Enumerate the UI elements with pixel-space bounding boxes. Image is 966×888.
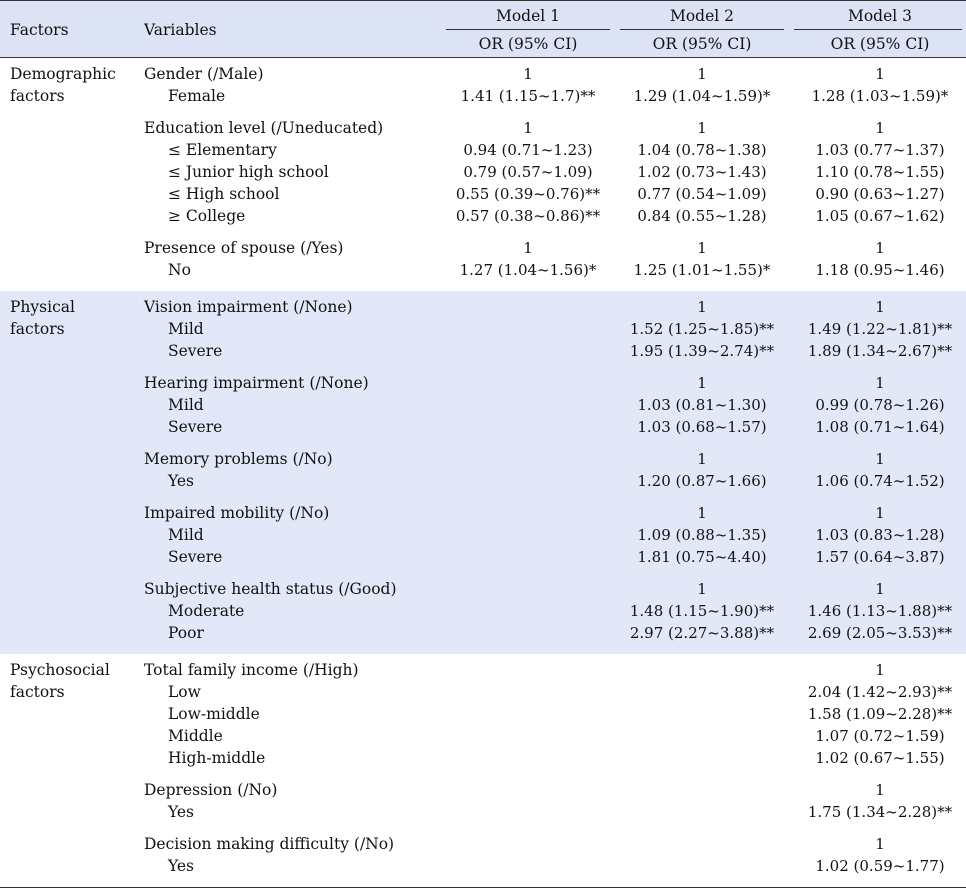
header-or-2: OR (95% CI)	[652, 35, 752, 53]
table-row	[0, 85, 966, 107]
table-row	[0, 703, 966, 725]
header-or-1: OR (95% CI)	[478, 35, 578, 53]
or-cell-m3: 1.18 (0.95~1.46)	[815, 261, 945, 279]
table-row	[0, 394, 966, 416]
or-cell-m2: 1	[697, 65, 707, 83]
variable-name: Presence of spouse (/Yes)	[144, 239, 344, 257]
table-row	[0, 747, 966, 769]
variable-block	[0, 372, 966, 448]
or-cell-m2: 1.25 (1.01~1.55)*	[633, 261, 771, 279]
variable-level: Yes	[168, 472, 195, 490]
variable-name: Gender (/Male)	[144, 65, 264, 83]
variable-level: ≥ College	[168, 207, 246, 225]
table-row	[0, 205, 966, 227]
header-rule-2	[620, 29, 784, 30]
variable-block	[0, 296, 966, 372]
or-cell-m2: 1.48 (1.15~1.90)**	[629, 602, 775, 620]
header-model-3: Model 3	[847, 7, 913, 25]
or-cell-m3: 1.58 (1.09~2.28)**	[807, 705, 953, 723]
variable-name: Impaired mobility (/No)	[144, 504, 330, 522]
variable-name: Depression (/No)	[144, 781, 278, 799]
table-row	[0, 139, 966, 161]
or-cell-m3: 1.46 (1.13~1.88)**	[807, 602, 953, 620]
or-cell-m2: 1	[697, 580, 707, 598]
or-cell-m3: 1.03 (0.83~1.28)	[815, 526, 945, 544]
table-row	[0, 801, 966, 823]
or-cell-m2: 1.03 (0.68~1.57)	[637, 418, 767, 436]
variable-level: High-middle	[168, 749, 266, 767]
or-cell-m3: 1	[875, 781, 885, 799]
factor-group	[0, 291, 966, 654]
variable-level: Yes	[168, 857, 195, 875]
variable-block	[0, 237, 966, 291]
table-row	[0, 448, 966, 470]
table-row	[0, 340, 966, 362]
or-cell-m3: 1.49 (1.22~1.81)**	[807, 320, 953, 338]
table-row	[0, 681, 966, 703]
or-cell-m3: 1	[875, 65, 885, 83]
table-row	[0, 524, 966, 546]
variable-block	[0, 117, 966, 237]
or-cell-m3: 0.90 (0.63~1.27)	[815, 185, 945, 203]
table-row	[0, 237, 966, 259]
table-row	[0, 318, 966, 340]
or-cell-m2: 1.29 (1.04~1.59)*	[633, 87, 771, 105]
or-cell-m3: 1.08 (0.71~1.64)	[815, 418, 945, 436]
factor-name-line: Demographic	[10, 65, 116, 83]
or-cell-m2: 1	[697, 298, 707, 316]
factor-name-line: Psychosocial	[10, 661, 110, 679]
variable-block	[0, 833, 966, 887]
table-row	[0, 259, 966, 281]
or-cell-m1: 1.27 (1.04~1.56)*	[459, 261, 597, 279]
or-cell-m3: 1	[875, 661, 885, 679]
or-cell-m1: 1.41 (1.15~1.7)**	[460, 87, 596, 105]
or-cell-m1: 1	[523, 65, 533, 83]
or-cell-m1: 0.94 (0.71~1.23)	[463, 141, 593, 159]
variable-name: Hearing impairment (/None)	[144, 374, 369, 392]
or-cell-m3: 1	[875, 119, 885, 137]
header-variables: Variables	[144, 21, 217, 39]
or-cell-m3: 1.10 (0.78~1.55)	[815, 163, 945, 181]
variable-name: Decision making difficulty (/No)	[144, 835, 395, 853]
factor-group	[0, 58, 966, 291]
variable-name: Total family income (/High)	[144, 661, 359, 679]
variable-name: Subjective health status (/Good)	[144, 580, 397, 598]
table-row	[0, 372, 966, 394]
table-row	[0, 855, 966, 877]
variable-level: ≤ High school	[168, 185, 280, 203]
or-cell-m3: 1.02 (0.59~1.77)	[815, 857, 945, 875]
table-row	[0, 63, 966, 85]
table-row	[0, 470, 966, 492]
or-cell-m3: 1.28 (1.03~1.59)*	[811, 87, 949, 105]
header-factors: Factors	[10, 21, 69, 39]
header-rule-3	[794, 29, 962, 30]
or-cell-m3: 1	[875, 450, 885, 468]
factor-name-line: factors	[10, 683, 65, 701]
or-cell-m2: 1	[697, 374, 707, 392]
or-cell-m3: 1	[875, 580, 885, 598]
variable-level: Mild	[168, 396, 204, 414]
or-cell-m3: 1.89 (1.34~2.67)**	[807, 342, 953, 360]
variable-level: Moderate	[168, 602, 245, 620]
or-cell-m3: 1	[875, 374, 885, 392]
or-cell-m1: 0.55 (0.39~0.76)**	[455, 185, 601, 203]
variable-level: No	[168, 261, 191, 279]
or-cell-m3: 1	[875, 298, 885, 316]
table-row	[0, 833, 966, 855]
or-cell-m3: 1	[875, 504, 885, 522]
variable-level: Female	[168, 87, 226, 105]
or-cell-m3: 2.69 (2.05~3.53)**	[807, 624, 953, 642]
table-row	[0, 578, 966, 600]
or-cell-m3: 1	[875, 835, 885, 853]
or-cell-m3: 1.02 (0.67~1.55)	[815, 749, 945, 767]
or-cell-m2: 1.09 (0.88~1.35)	[637, 526, 767, 544]
or-cell-m2: 1.20 (0.87~1.66)	[637, 472, 767, 490]
table-row	[0, 117, 966, 139]
table-row	[0, 546, 966, 568]
or-cell-m3: 1.06 (0.74~1.52)	[815, 472, 945, 490]
table-row	[0, 622, 966, 644]
or-cell-m2: 1.52 (1.25~1.85)**	[629, 320, 775, 338]
or-cell-m3: 1.07 (0.72~1.59)	[815, 727, 945, 745]
table-row	[0, 502, 966, 524]
variable-level: ≤ Junior high school	[168, 163, 329, 181]
or-cell-m1: 1	[523, 239, 533, 257]
table-row	[0, 659, 966, 681]
variable-level: Yes	[168, 803, 195, 821]
or-cell-m1: 0.79 (0.57~1.09)	[463, 163, 593, 181]
or-cell-m1: 1	[523, 119, 533, 137]
or-cell-m2: 1	[697, 504, 707, 522]
or-cell-m2: 1	[697, 450, 707, 468]
table-row	[0, 183, 966, 205]
table-header	[0, 0, 966, 58]
header-model-2: Model 2	[669, 7, 735, 25]
table-row	[0, 779, 966, 801]
factor-name-line: factors	[10, 87, 65, 105]
or-cell-m2: 2.97 (2.27~3.88)**	[629, 624, 775, 642]
variable-level: Middle	[168, 727, 223, 745]
variable-block	[0, 779, 966, 833]
variable-level: Severe	[168, 548, 223, 566]
or-cell-m2: 1.95 (1.39~2.74)**	[629, 342, 775, 360]
or-cell-m3: 0.99 (0.78~1.26)	[815, 396, 945, 414]
or-cell-m2: 0.84 (0.55~1.28)	[637, 207, 767, 225]
or-cell-m2: 0.77 (0.54~1.09)	[637, 185, 767, 203]
or-cell-m3: 1.05 (0.67~1.62)	[815, 207, 945, 225]
table-row	[0, 416, 966, 438]
variable-level: Low	[168, 683, 201, 701]
header-or-3: OR (95% CI)	[830, 35, 930, 53]
variable-block	[0, 659, 966, 779]
factor-group	[0, 654, 966, 888]
variable-block	[0, 502, 966, 578]
variable-level: Severe	[168, 418, 223, 436]
variable-block	[0, 63, 966, 117]
factor-name-line: factors	[10, 320, 65, 338]
variable-level: Severe	[168, 342, 223, 360]
or-cell-m2: 1.03 (0.81~1.30)	[637, 396, 767, 414]
factor-name-line: Physical	[10, 298, 75, 316]
or-cell-m2: 1	[697, 239, 707, 257]
or-cell-m3: 2.04 (1.42~2.93)**	[807, 683, 953, 701]
or-cell-m2: 1	[697, 119, 707, 137]
table-row	[0, 600, 966, 622]
variable-name: Memory problems (/No)	[144, 450, 333, 468]
table-row	[0, 725, 966, 747]
table-body	[0, 58, 966, 888]
variable-level: Poor	[168, 624, 204, 642]
variable-block	[0, 448, 966, 502]
variable-level: ≤ Elementary	[168, 141, 277, 159]
or-cell-m3: 1.75 (1.34~2.28)**	[807, 803, 953, 821]
header-model-1: Model 1	[495, 7, 561, 25]
or-cell-m1: 0.57 (0.38~0.86)**	[455, 207, 601, 225]
table-row	[0, 161, 966, 183]
variable-block	[0, 578, 966, 654]
variable-level: Mild	[168, 320, 204, 338]
or-cell-m3: 1	[875, 239, 885, 257]
or-cell-m3: 1.57 (0.64~3.87)	[815, 548, 945, 566]
variable-level: Mild	[168, 526, 204, 544]
or-cell-m2: 1.02 (0.73~1.43)	[637, 163, 767, 181]
or-cell-m2: 1.04 (0.78~1.38)	[637, 141, 767, 159]
table-row	[0, 296, 966, 318]
header-rule-1	[446, 29, 610, 30]
or-cell-m2: 1.81 (0.75~4.40)	[637, 548, 767, 566]
or-cell-m3: 1.03 (0.77~1.37)	[815, 141, 945, 159]
variable-level: Low-middle	[168, 705, 260, 723]
variable-name: Vision impairment (/None)	[144, 298, 353, 316]
variable-name: Education level (/Uneducated)	[144, 119, 384, 137]
